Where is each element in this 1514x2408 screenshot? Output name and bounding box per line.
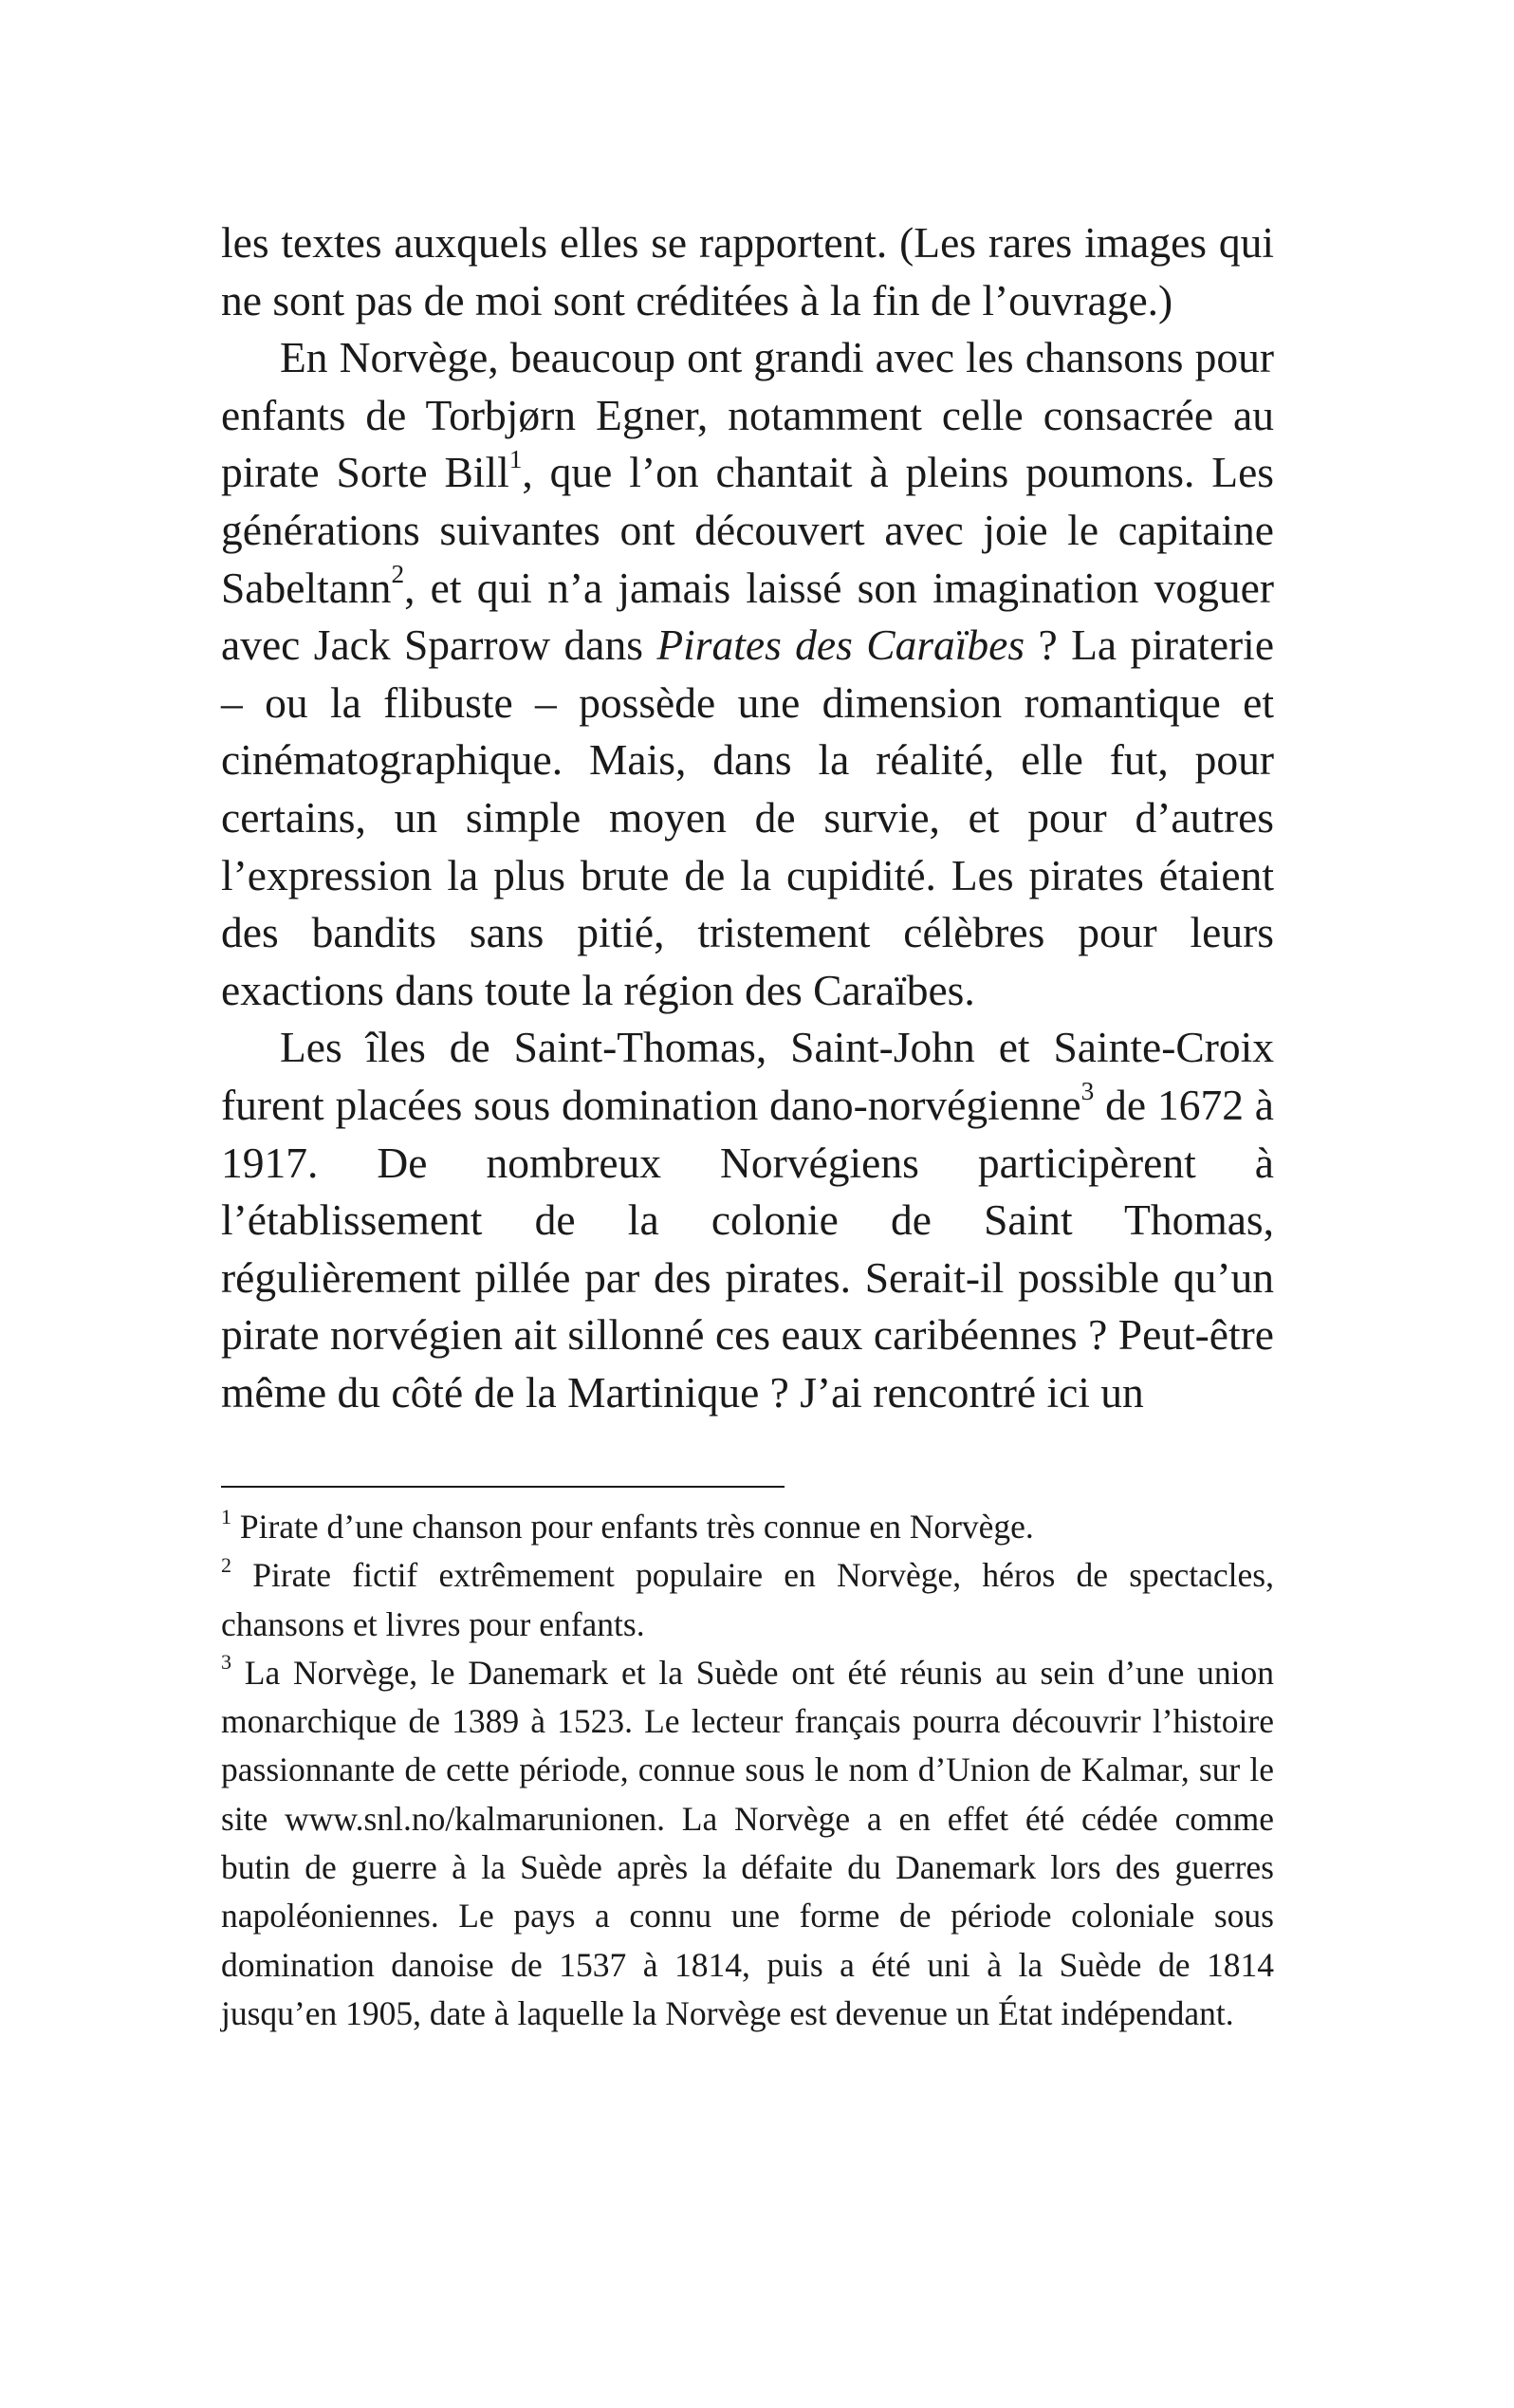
text-run: de 1672 à 1917. De nombreux Norvégiens participèrent à l’établissement de la colonie de Saint Thomas, régulièrement pillée par des pirates. Serait-il possible qu’un pirate norvégien ait sillonné ces eaux caribéennes ? Peut-être même du côté de la Martinique ? J’ai rencontré ici un [221, 1080, 1275, 1417]
footnote-number: 2 [221, 1552, 231, 1577]
text-run: , que l’on chantait à pleins poumons. Les générations suivantes ont découvert avec joie le capitaine Sabeltann [221, 448, 1275, 612]
footnotes [221, 1503, 1274, 2038]
paragraph [221, 329, 1274, 1019]
footnote-reference[interactable]: 1 [508, 444, 523, 473]
footnote-text: Pirate d’une chanson pour enfants très connue en Norvège. [239, 1508, 1034, 1546]
text-run: En Norvège, beaucoup ont grandi avec les chansons pour enfants de Torbjørn Egner, notamment celle consacrée au pirate Sorte Bill [221, 333, 1274, 497]
footnote-reference[interactable]: 3 [1080, 1077, 1095, 1106]
main-text [221, 214, 1274, 1421]
footnote [221, 1503, 1274, 1551]
text-run: , et qui n’a jamais laissé son imagination voguer avec Jack Sparrow dans [221, 563, 1274, 670]
paragraph [221, 1019, 1274, 1421]
text-run: les textes auxquels elles se rapportent. (Les rares images qui ne sont pas de moi sont créditées à la fin de l’ouvrage.) [221, 218, 1274, 324]
footnote-divider [221, 1486, 785, 1488]
footnote-reference[interactable]: 2 [391, 560, 405, 589]
footnote-text: Pirate fictif extrêmement populaire en Norvège, héros de spectacles, chansons et livres pour enfants. [221, 1556, 1274, 1643]
text-run: Les îles de Saint-Thomas, Saint-John et Sainte-Croix furent placées sous domination dano-norvégienne [221, 1023, 1274, 1129]
italic-title: Pirates des Caraïbes [656, 621, 1025, 670]
footnote-number: 3 [221, 1650, 231, 1675]
paragraph [221, 214, 1274, 329]
footnote [221, 1551, 1274, 1649]
footnote [221, 1649, 1274, 2038]
text-run: ? La piraterie – ou la flibuste – possède une dimension romantique et cinématographique. Mais, dans la réalité, elle fut, pour certains, un simple moyen de survie, et pour d’autres l’expression la plus brute de la cupidité. Les pirates étaient des bandits sans pitié, tristement célèbres pour leurs exactions dans toute la région des Caraïbes. [221, 621, 1275, 1014]
footnote-text: La Norvège, le Danemark et la Suède ont été réunis au sein d’une union monarchique de 1389 à 1523. Le lecteur français pourra découvrir l’histoire passionnante de cette période, connue sous le nom d’Union de Kalmar, sur le site www.snl.no/kalmarunionen. La Norvège a en effet été cédée comme butin de guerre à la Suède après la défaite du Danemark lors des guerres napoléoniennes. Le pays a connu une forme de période coloniale sous domination danoise de 1537 à 1814, puis a été uni à la Suède de 1814 jusqu’en 1905, date à laquelle la Norvège est devenue un État indépendant. [221, 1653, 1275, 2032]
footnote-number: 1 [221, 1504, 231, 1528]
